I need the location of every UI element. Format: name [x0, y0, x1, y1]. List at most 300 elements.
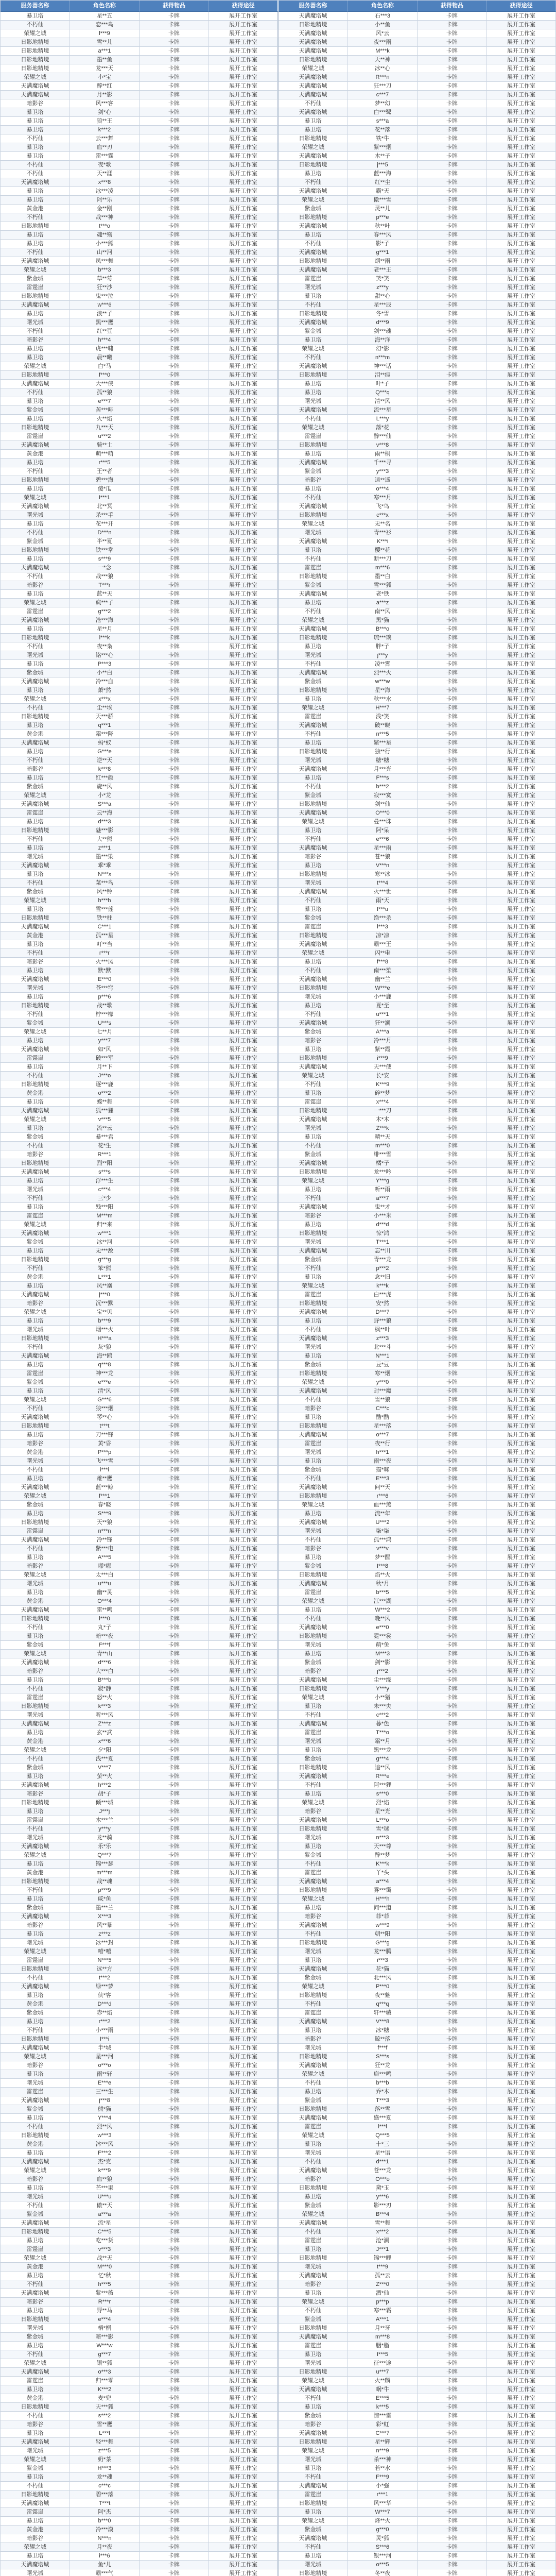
left-route-cell: 展开工作室	[209, 2079, 279, 2088]
left-role-cell: k***8	[70, 765, 140, 774]
left-server-cell: 紫金城	[1, 2333, 70, 2342]
right-route-cell: 展开工作室	[487, 485, 556, 494]
left-server-cell: 雷霆崖	[1, 607, 70, 616]
left-item-cell: 卡牌	[140, 240, 209, 248]
right-role-cell: 木*木	[348, 1115, 418, 1124]
right-item-cell: 卡牌	[418, 1641, 487, 1650]
right-role-cell: 胖*子	[348, 642, 418, 651]
left-role-cell: 蓝**天	[70, 590, 140, 599]
left-route-cell: 展开工作室	[209, 2464, 279, 2473]
left-role-cell: 血**狼	[70, 2175, 140, 2184]
left-role-cell: 夜**枭	[70, 642, 140, 651]
right-item-cell: 卡牌	[418, 441, 487, 450]
left-item-cell: 卡牌	[140, 2499, 209, 2508]
left-route-cell: 展开工作室	[209, 178, 279, 187]
right-server-cell: 不朽仙	[279, 1475, 348, 1483]
left-route-cell: 展开工作室	[209, 1273, 279, 1282]
right-item-cell: 卡牌	[418, 958, 487, 967]
right-item-cell: 卡牌	[418, 1159, 487, 1168]
right-route-cell: 展开工作室	[487, 905, 556, 914]
right-role-cell: 月**牙	[348, 2324, 418, 2333]
left-server-cell: 不朽仙	[1, 213, 70, 222]
right-route-cell: 展开工作室	[487, 1168, 556, 1177]
left-role-cell: e***e	[70, 1378, 140, 1387]
right-route-cell: 展开工作室	[487, 1755, 556, 1764]
left-item-cell: 卡牌	[140, 2394, 209, 2403]
right-route-cell: 展开工作室	[487, 56, 556, 64]
left-server-cell: 暗影谷	[1, 336, 70, 345]
table-row	[1, 1002, 556, 1010]
right-route-cell: 展开工作室	[487, 809, 556, 818]
right-server-cell: 日影地精境	[279, 634, 348, 642]
table-row	[1, 1790, 556, 1799]
left-server-cell: 天满魔塔城	[1, 1352, 70, 1361]
left-role-cell: 逐***鹿	[70, 1080, 140, 1089]
right-item-cell: 卡牌	[418, 2088, 487, 2096]
right-server-cell: 日影地精境	[279, 1685, 348, 1693]
left-server-cell: 曙光城	[1, 2079, 70, 2088]
right-server-cell: 暴卫塔	[279, 170, 348, 178]
table-row	[1, 581, 556, 590]
right-item-cell: 卡牌	[418, 1404, 487, 1413]
right-route-cell: 展开工作室	[487, 318, 556, 327]
right-role-cell: 雨*天	[348, 896, 418, 905]
right-route-cell: 展开工作室	[487, 1466, 556, 1475]
left-role-cell: 嘻*嘻	[70, 1947, 140, 1956]
right-role-cell: L***y	[348, 415, 418, 423]
right-role-cell: 橘*子	[348, 1159, 418, 1168]
right-server-cell: 雷霆崖	[279, 2342, 348, 2350]
left-route-cell: 展开工作室	[209, 29, 279, 38]
right-item-cell: 卡牌	[418, 432, 487, 441]
right-route-cell: 展开工作室	[487, 1562, 556, 1571]
left-item-cell: 卡牌	[140, 1107, 209, 1115]
left-item-cell: 卡牌	[140, 117, 209, 126]
right-server-cell: 荣耀之城	[279, 1072, 348, 1080]
right-route-cell: 展开工作室	[487, 187, 556, 196]
left-role-cell: 熊*猫	[70, 2105, 140, 2114]
table-row	[1, 2079, 556, 2088]
left-item-cell: 卡牌	[140, 1492, 209, 1501]
left-route-cell: 展开工作室	[209, 1396, 279, 1404]
table-row	[1, 1475, 556, 1483]
right-route-cell: 展开工作室	[487, 2499, 556, 2508]
right-item-cell: 卡牌	[418, 1002, 487, 1010]
left-role-cell: v***5	[70, 1115, 140, 1124]
table-row	[1, 599, 556, 607]
left-item-cell: 卡牌	[140, 38, 209, 47]
right-role-cell: W***e	[348, 984, 418, 993]
right-role-cell: 夜**魅	[348, 1991, 418, 2000]
left-server-cell: 天满魔塔城	[1, 923, 70, 931]
right-item-cell: 卡牌	[418, 1658, 487, 1667]
left-server-cell: 天满魔塔城	[1, 800, 70, 809]
table-row	[1, 1501, 556, 1510]
left-role-cell: H***a	[70, 1334, 140, 1343]
left-server-cell: 暴卫塔	[1, 940, 70, 949]
table-row	[1, 1037, 556, 1045]
left-route-cell: 展开工作室	[209, 2140, 279, 2149]
right-route-cell: 展开工作室	[487, 2473, 556, 2482]
left-role-cell: 刀***锋	[70, 1431, 140, 1439]
left-role-cell: 梧*桐	[70, 2324, 140, 2333]
right-item-cell: 卡牌	[418, 1904, 487, 1912]
right-server-cell: 暗影谷	[279, 1404, 348, 1413]
right-role-cell: 狂***刀	[348, 82, 418, 91]
right-role-cell: 青***龙	[348, 1256, 418, 1264]
right-role-cell: 幻*影	[348, 345, 418, 353]
right-item-cell: 卡牌	[418, 2158, 487, 2166]
left-item-cell: 卡牌	[140, 2079, 209, 2088]
right-route-cell: 展开工作室	[487, 327, 556, 336]
table-row	[1, 1439, 556, 1448]
right-role-cell: 流**年	[348, 1510, 418, 1518]
right-route-cell: 展开工作室	[487, 2088, 556, 2096]
right-item-cell: 卡牌	[418, 1834, 487, 1842]
right-route-cell: 展开工作室	[487, 388, 556, 397]
right-role-cell: 寂***寞	[348, 791, 418, 800]
right-route-cell: 展开工作室	[487, 967, 556, 975]
right-route-cell: 展开工作室	[487, 1510, 556, 1518]
right-server-cell: 雷霆崖	[279, 2236, 348, 2245]
left-server-cell: 荣耀之城	[1, 1492, 70, 1501]
right-item-cell: 卡牌	[418, 835, 487, 844]
left-item-cell: 卡牌	[140, 388, 209, 397]
table-row	[1, 861, 556, 870]
table-row	[1, 2333, 556, 2342]
right-server-cell: 日影地精境	[279, 1369, 348, 1378]
left-server-cell: 日影地精境	[1, 1965, 70, 1974]
right-item-cell: 卡牌	[418, 1869, 487, 1877]
left-role-cell: 浮***生	[70, 1177, 140, 1185]
right-item-cell: 卡牌	[418, 380, 487, 388]
right-route-cell: 展开工作室	[487, 1877, 556, 1886]
right-route-cell: 展开工作室	[487, 1702, 556, 1711]
left-role-cell: 凤***舞	[70, 257, 140, 266]
right-item-cell: 卡牌	[418, 108, 487, 117]
left-route-cell: 展开工作室	[209, 1580, 279, 1588]
right-server-cell: 暴卫塔	[279, 1702, 348, 1711]
table-row	[1, 1229, 556, 1238]
left-server-cell: 曙光城	[1, 651, 70, 660]
left-item-cell: 卡牌	[140, 704, 209, 713]
right-route-cell: 展开工作室	[487, 2482, 556, 2490]
right-item-cell: 卡牌	[418, 21, 487, 29]
right-role-cell: 小***米	[348, 1212, 418, 1221]
left-role-cell: 玄**武	[70, 1728, 140, 1737]
right-route-cell: 展开工作室	[487, 231, 556, 240]
left-item-cell: 卡牌	[140, 1615, 209, 1623]
left-route-cell: 展开工作室	[209, 2166, 279, 2175]
left-role-cell: 胡*子	[70, 1790, 140, 1799]
left-route-cell: 展开工作室	[209, 2420, 279, 2429]
right-server-cell: 荣耀之城	[279, 2377, 348, 2385]
right-route-cell: 展开工作室	[487, 1790, 556, 1799]
table-row	[1, 2289, 556, 2298]
right-server-cell: 雷霆崖	[279, 923, 348, 931]
right-item-cell: 卡牌	[418, 1369, 487, 1378]
right-item-cell: 卡牌	[418, 1238, 487, 1247]
right-server-cell: 不朽仙	[279, 1711, 348, 1720]
table-row	[1, 371, 556, 380]
right-route-cell: 展开工作室	[487, 1693, 556, 1702]
right-server-cell: 暴卫塔	[279, 231, 348, 240]
left-server-cell: 暴卫塔	[1, 2184, 70, 2193]
right-route-cell: 展开工作室	[487, 555, 556, 564]
right-item-cell: 卡牌	[418, 222, 487, 231]
left-server-cell: 暴卫塔	[1, 1361, 70, 1369]
left-item-cell: 卡牌	[140, 2026, 209, 2035]
right-server-cell: 天满魔塔城	[279, 1019, 348, 1028]
right-route-cell: 展开工作室	[487, 669, 556, 677]
left-item-cell: 卡牌	[140, 73, 209, 82]
right-role-cell: y***3	[348, 467, 418, 476]
left-route-cell: 展开工作室	[209, 949, 279, 958]
left-server-cell: 黄金港	[1, 931, 70, 940]
table-row	[1, 2324, 556, 2333]
right-role-cell: Q***q	[348, 388, 418, 397]
right-server-cell: 紫金城	[279, 205, 348, 213]
right-item-cell: 卡牌	[418, 1352, 487, 1361]
table-row	[1, 1159, 556, 1168]
left-server-cell: 天满魔塔城	[1, 1045, 70, 1054]
left-server-cell: 暴卫塔	[1, 1632, 70, 1641]
right-server-cell: 天满魔塔城	[279, 1921, 348, 1930]
left-item-cell: 卡牌	[140, 1632, 209, 1641]
right-item-cell: 卡牌	[418, 826, 487, 835]
left-role-cell: d***3	[70, 818, 140, 826]
right-server-cell: 天满魔塔城	[279, 537, 348, 546]
right-server-cell: 日影地精境	[279, 1054, 348, 1063]
table-row	[1, 1562, 556, 1571]
left-server-cell: 日影地精境	[1, 1256, 70, 1264]
right-server-cell: 不朽仙	[279, 1264, 348, 1273]
right-item-cell: 卡牌	[418, 1965, 487, 1974]
left-server-cell: 天满魔塔城	[1, 1536, 70, 1545]
left-server-cell: 天满魔塔城	[1, 564, 70, 572]
right-item-cell: 卡牌	[418, 1212, 487, 1221]
right-server-cell: 不朽仙	[279, 1615, 348, 1623]
left-role-cell: 火***凤	[70, 958, 140, 967]
left-item-cell: 卡牌	[140, 870, 209, 879]
left-role-cell: 铭***心	[70, 651, 140, 660]
table-row	[1, 1658, 556, 1667]
right-role-cell: O***0	[348, 809, 418, 818]
table-row	[1, 134, 556, 143]
right-route-cell: 展开工作室	[487, 993, 556, 1002]
right-role-cell: 笑*笑	[348, 275, 418, 283]
right-server-cell: 不朽仙	[279, 2307, 348, 2315]
left-item-cell: 卡牌	[140, 2254, 209, 2263]
left-item-cell: 卡牌	[140, 1781, 209, 1790]
right-server-cell: 紫金城	[279, 581, 348, 590]
table-row	[1, 511, 556, 520]
left-route-cell: 展开工作室	[209, 1308, 279, 1317]
left-item-cell: 卡牌	[140, 958, 209, 967]
left-server-cell: 雷霆崖	[1, 2508, 70, 2517]
left-item-cell: 卡牌	[140, 1921, 209, 1930]
right-item-cell: 卡牌	[418, 327, 487, 336]
right-role-cell: y***0	[348, 1378, 418, 1387]
right-item-cell: 卡牌	[418, 248, 487, 257]
left-server-cell: 荣耀之城	[1, 791, 70, 800]
right-item-cell: 卡牌	[418, 1501, 487, 1510]
right-item-cell: 卡牌	[418, 345, 487, 353]
left-server-cell: 不朽仙	[1, 1974, 70, 1982]
left-role-cell: w***3	[70, 2131, 140, 2140]
table-row	[1, 1238, 556, 1247]
left-role-cell: 暗***影	[70, 2333, 140, 2342]
left-item-cell: 卡牌	[140, 205, 209, 213]
right-route-cell: 展开工作室	[487, 91, 556, 99]
left-route-cell: 展开工作室	[209, 64, 279, 73]
right-item-cell: 卡牌	[418, 2543, 487, 2552]
left-route-cell: 展开工作室	[209, 984, 279, 993]
left-route-cell: 展开工作室	[209, 2394, 279, 2403]
right-route-cell: 展开工作室	[487, 564, 556, 572]
left-server-cell: 紫金城	[1, 2464, 70, 2473]
left-server-cell: 暴卫塔	[1, 1510, 70, 1518]
left-route-cell: 展开工作室	[209, 581, 279, 590]
right-route-cell: 展开工作室	[487, 2429, 556, 2438]
table-row	[1, 1326, 556, 1334]
left-server-cell: 天满魔塔城	[1, 2044, 70, 2053]
right-role-cell: 小**猪	[348, 1693, 418, 1702]
left-route-cell: 展开工作室	[209, 1912, 279, 1921]
right-server-cell: 不朽仙	[279, 896, 348, 905]
table-row	[1, 257, 556, 266]
right-item-cell: 卡牌	[418, 310, 487, 318]
right-item-cell: 卡牌	[418, 2009, 487, 2018]
left-route-cell: 展开工作室	[209, 590, 279, 599]
left-route-cell: 展开工作室	[209, 1947, 279, 1956]
left-server-cell: 日影地精境	[1, 1080, 70, 1089]
right-route-cell: 展开工作室	[487, 1404, 556, 1413]
right-item-cell: 卡牌	[418, 1203, 487, 1212]
left-route-cell: 展开工作室	[209, 1045, 279, 1054]
table-row	[1, 791, 556, 800]
right-item-cell: 卡牌	[418, 861, 487, 870]
right-server-cell: 日影地精境	[279, 2499, 348, 2508]
right-item-cell: 卡牌	[418, 362, 487, 371]
right-route-cell: 展开工作室	[487, 800, 556, 809]
left-role-cell: 孤***星	[70, 931, 140, 940]
right-route-cell: 展开工作室	[487, 371, 556, 380]
right-route-cell: 展开工作室	[487, 1203, 556, 1212]
table-row	[1, 2018, 556, 2026]
left-item-cell: 卡牌	[140, 520, 209, 529]
left-server-cell: 天满魔塔城	[1, 616, 70, 625]
right-role-cell: t***9	[348, 2263, 418, 2272]
left-server-cell: 暴卫塔	[1, 1553, 70, 1562]
right-role-cell: B***o	[348, 625, 418, 634]
left-server-cell: 不朽仙	[1, 1886, 70, 1895]
left-server-cell: 雷霆崖	[1, 2088, 70, 2096]
left-item-cell: 卡牌	[140, 1229, 209, 1238]
table-row	[1, 345, 556, 353]
left-item-cell: 卡牌	[140, 502, 209, 511]
table-row	[1, 2070, 556, 2079]
right-server-cell: 暴卫塔	[279, 739, 348, 748]
right-role-cell: 铁*牛	[348, 134, 418, 143]
left-server-cell: 天满魔塔城	[1, 1720, 70, 1728]
table-row	[1, 143, 556, 152]
left-server-cell: 黄金港	[1, 2526, 70, 2534]
right-server-cell: 天满魔塔城	[279, 459, 348, 467]
table-row	[1, 1834, 556, 1842]
left-item-cell: 卡牌	[140, 2070, 209, 2079]
right-item-cell: 卡牌	[418, 1799, 487, 1807]
left-item-cell: 卡牌	[140, 818, 209, 826]
right-route-cell: 展开工作室	[487, 467, 556, 476]
right-server-cell: 日影地精境	[279, 371, 348, 380]
left-server-cell: 荣耀之城	[1, 695, 70, 704]
left-role-cell: N***5	[70, 1956, 140, 1965]
left-route-cell: 展开工作室	[209, 1413, 279, 1422]
right-item-cell: 卡牌	[418, 397, 487, 406]
right-route-cell: 展开工作室	[487, 345, 556, 353]
left-route-cell: 展开工作室	[209, 931, 279, 940]
table-row	[1, 2342, 556, 2350]
right-role-cell: 雪**舞	[348, 2219, 418, 2228]
left-route-cell: 展开工作室	[209, 2236, 279, 2245]
left-item-cell: 卡牌	[140, 1501, 209, 1510]
right-item-cell: 卡牌	[418, 1623, 487, 1632]
left-role-cell: 阿*杰	[70, 2508, 140, 2517]
right-route-cell: 展开工作室	[487, 1238, 556, 1247]
right-item-cell: 卡牌	[418, 1483, 487, 1492]
right-item-cell: 卡牌	[418, 2263, 487, 2272]
left-role-cell: H***3	[70, 2464, 140, 2473]
table-row	[1, 625, 556, 634]
left-role-cell: D***n	[70, 529, 140, 537]
right-route-cell: 展开工作室	[487, 143, 556, 152]
table-row	[1, 914, 556, 923]
table-row	[1, 1685, 556, 1693]
left-server-cell: 暴卫塔	[1, 1203, 70, 1212]
table-row	[1, 301, 556, 310]
left-role-cell: k***2	[70, 126, 140, 134]
left-item-cell: 卡牌	[140, 2350, 209, 2359]
right-route-cell: 展开工作室	[487, 1115, 556, 1124]
right-role-cell: b***5	[348, 1588, 418, 1597]
left-item-cell: 卡牌	[140, 511, 209, 520]
left-item-cell: 卡牌	[140, 1641, 209, 1650]
left-server-cell: 不朽仙	[1, 1343, 70, 1352]
left-role-cell: N***n	[70, 2534, 140, 2543]
left-route-cell: 展开工作室	[209, 310, 279, 318]
right-role-cell: V***8	[348, 2018, 418, 2026]
left-route-cell: 展开工作室	[209, 12, 279, 21]
right-role-cell: 追**风	[348, 1764, 418, 1772]
left-role-cell: 苦***啡	[70, 406, 140, 415]
header-left-role: 角色名称	[70, 1, 140, 12]
left-role-cell: 沧***海	[70, 616, 140, 625]
table-row	[1, 2272, 556, 2280]
table-row	[1, 423, 556, 432]
left-server-cell: 天满魔塔城	[1, 2096, 70, 2105]
left-server-cell: 暴卫塔	[1, 905, 70, 914]
right-role-cell: 墨**白	[348, 572, 418, 581]
right-item-cell: 卡牌	[418, 1273, 487, 1282]
right-server-cell: 不朽仙	[279, 494, 348, 502]
right-role-cell: 晴**天	[348, 1133, 418, 1142]
table-row	[1, 1842, 556, 1851]
left-route-cell: 展开工作室	[209, 914, 279, 923]
left-role-cell: m***m	[70, 1869, 140, 1877]
right-role-cell: e***6	[348, 835, 418, 844]
right-role-cell: 酒*仙	[348, 2289, 418, 2298]
